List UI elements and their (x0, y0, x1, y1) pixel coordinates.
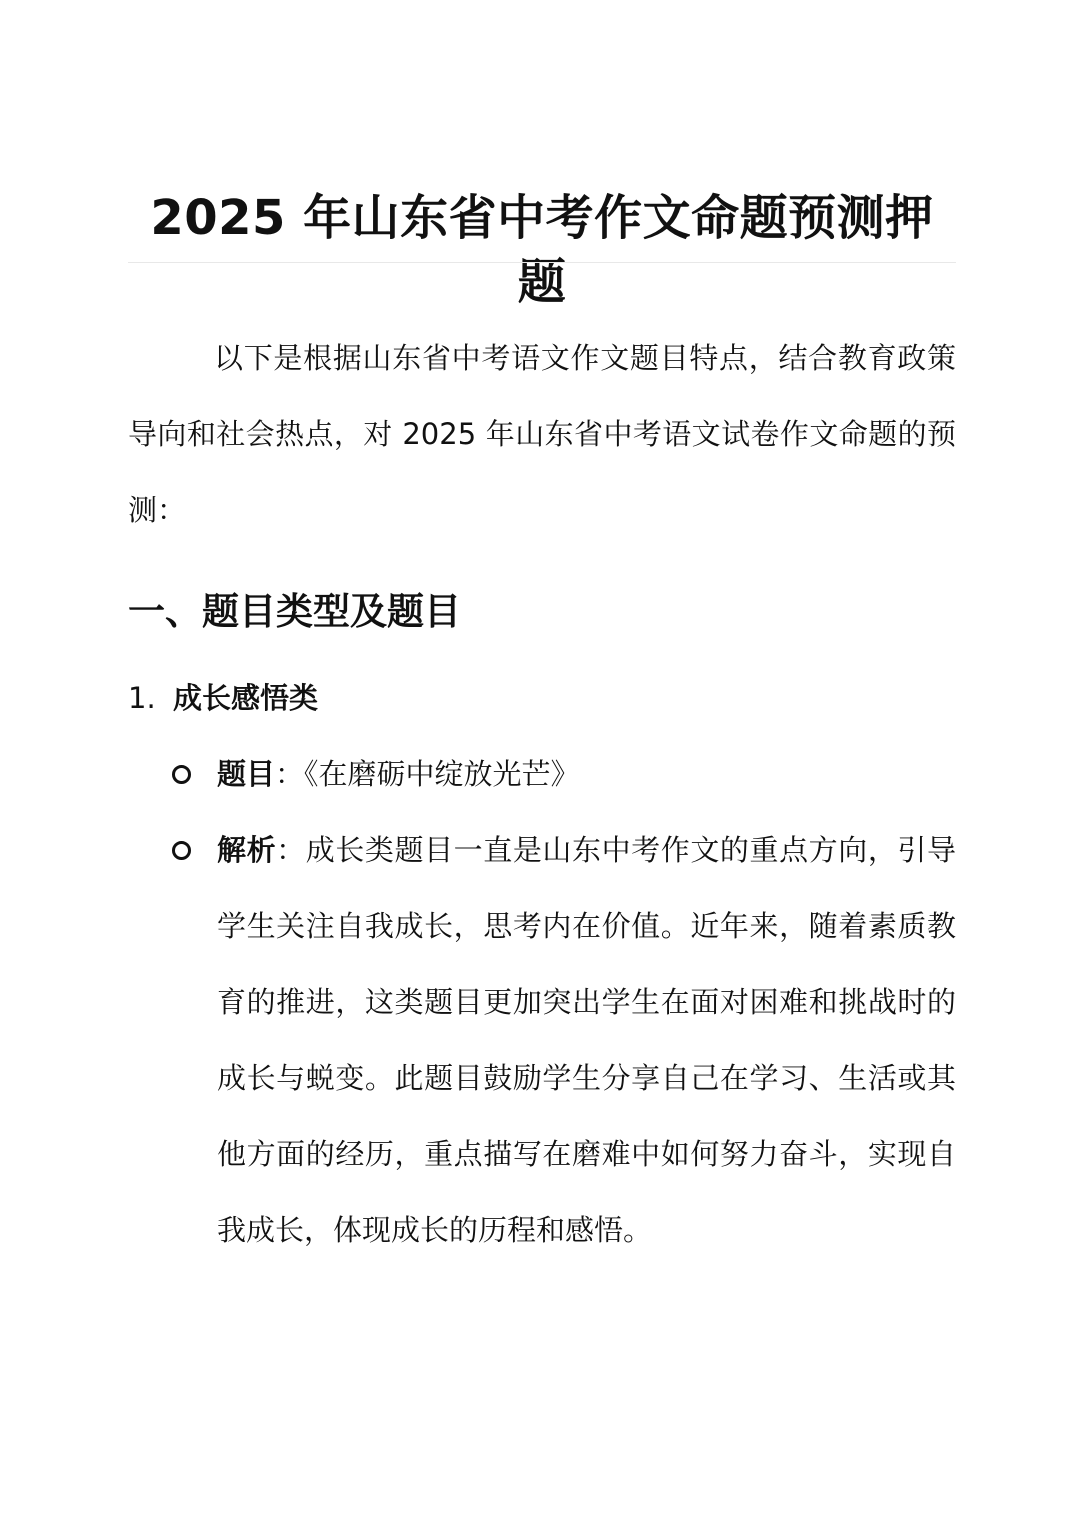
analysis-text (217, 812, 956, 1268)
list-item-title: 成长感悟类 (173, 681, 319, 715)
topic-value: 《在磨砺中绽放光芒》 (304, 757, 580, 791)
list-item-header (128, 675, 318, 721)
section-heading: 一、题目类型及题目 (128, 590, 461, 633)
ring-bullet-icon (172, 736, 217, 812)
topic-item (172, 736, 956, 812)
topic-separator: ： (275, 757, 305, 791)
topic-label: 题目 (217, 757, 276, 791)
analysis-label: 解析 (217, 833, 277, 867)
title-divider (128, 262, 956, 263)
document-title: 2025 年山东省中考作文命题预测押题 (150, 190, 934, 310)
list-item-number: 1. (128, 681, 156, 715)
analysis-item (172, 812, 956, 1268)
analysis-separator: ： (276, 833, 306, 867)
intro-paragraph: 以下是根据山东省中考语文作文题目特点，结合教育政策导向和社会热点，对 2025 年山东省中考语文试卷作文命题的预测： (128, 341, 956, 527)
analysis-value: 成长类题目一直是山东中考作文的重点方向，引导学生关注自我成长，思考内在价值。近年来，随着素质教育的推进，这类题目更加突出学生在面对困难和挑战时的成长与蜕变。此题目鼓励学生分享自己在学习、生活或其他方面的经历，重点描写在磨难中如何努力奋斗，实现自我成长，体现成长的历程和感悟。 (217, 833, 956, 1247)
ring-bullet-icon (172, 812, 217, 888)
topic-text (217, 736, 956, 812)
